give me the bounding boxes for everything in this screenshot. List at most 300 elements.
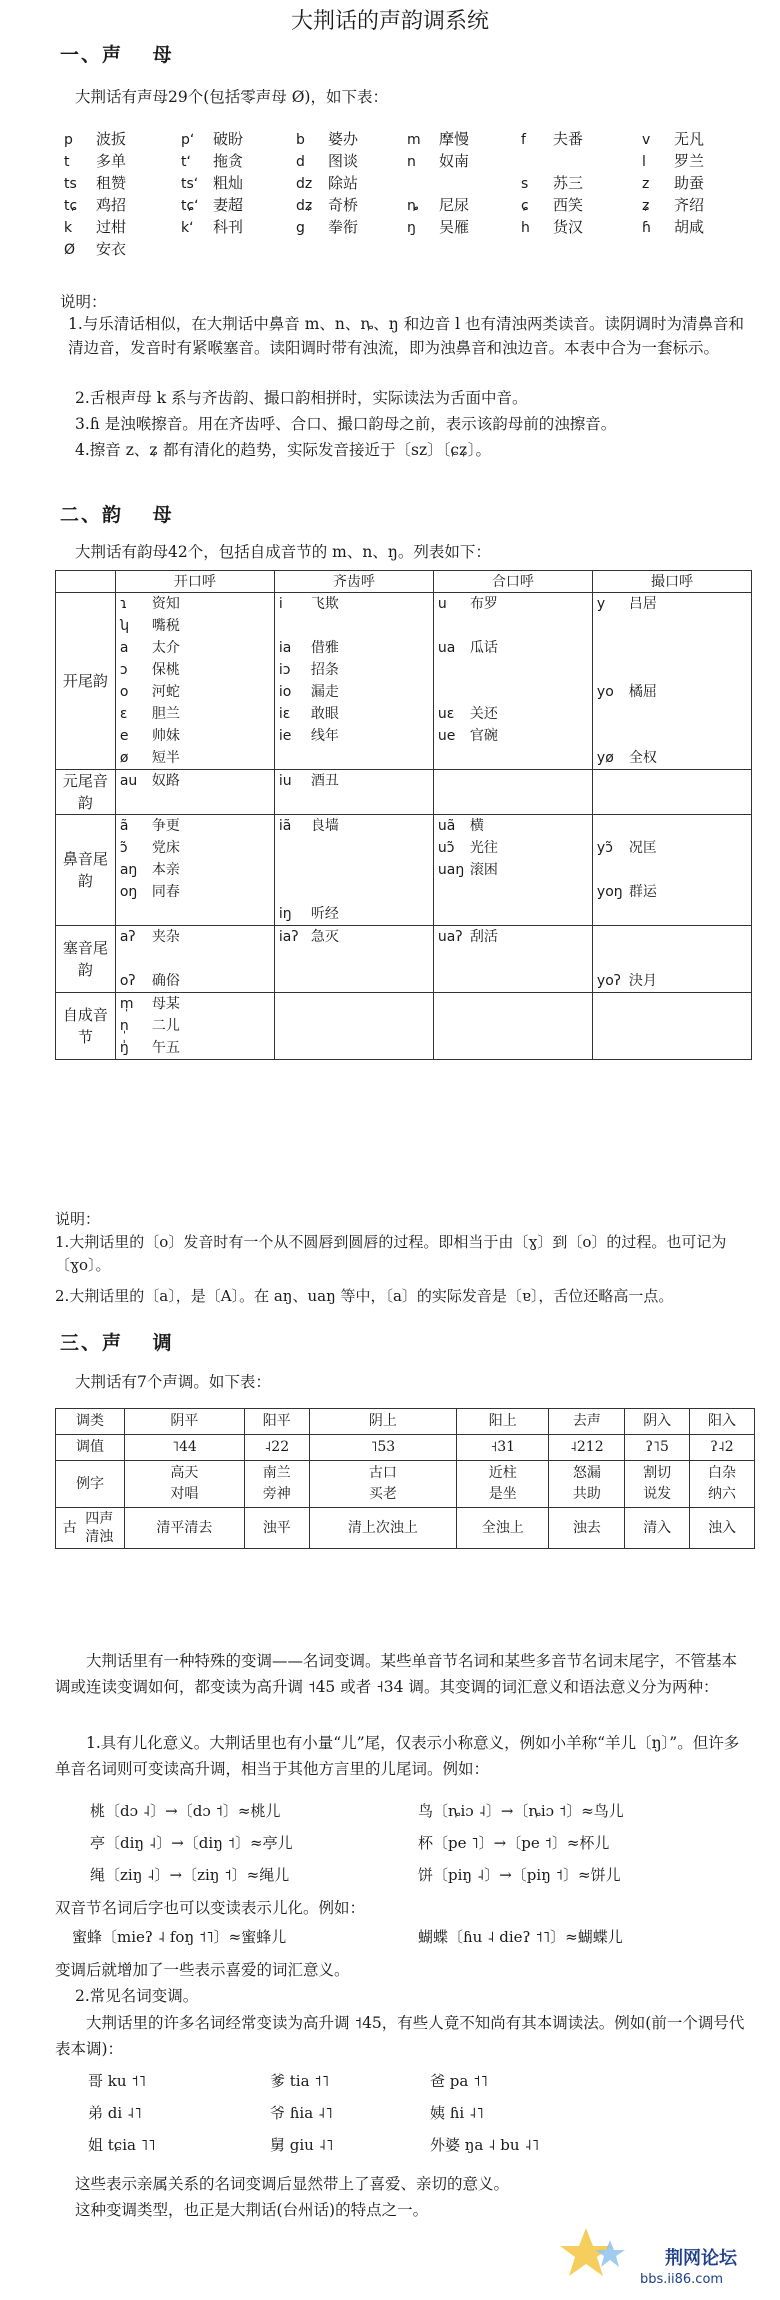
finals-intro: 大荆话有韵母42个，包括自成音节的 m、n、ŋ。列表如下： — [75, 543, 491, 561]
initial-symbol: f — [521, 132, 526, 148]
final-example: 漏走 — [310, 684, 339, 700]
initial-example: 多单 — [96, 152, 127, 170]
finals-group-row — [56, 593, 752, 770]
initial-symbol: tɕʻ — [181, 198, 199, 214]
final-entry — [120, 725, 270, 747]
final-symbol: au — [119, 773, 138, 789]
after-sandhi-text: 变调后就增加了一些表示喜爱的词汇意义。 — [55, 1961, 350, 1979]
final-example: 決月 — [628, 973, 657, 989]
initial-symbol: dʑ — [296, 198, 313, 214]
initial-cell — [642, 238, 780, 256]
final-symbol: ia — [278, 640, 292, 656]
finals-table — [55, 570, 752, 1060]
final-entry — [438, 747, 588, 769]
final-entry — [597, 881, 747, 903]
tone-name-text: 阴上 — [368, 1413, 397, 1429]
finals-cell — [115, 815, 274, 926]
final-entry — [438, 725, 588, 747]
final-symbol: ɿ — [119, 596, 128, 612]
final-example: 光往 — [469, 840, 498, 856]
final-example: 招条 — [310, 662, 339, 678]
tone-name — [690, 1409, 755, 1435]
final-entry — [597, 1015, 747, 1037]
initials-row — [64, 216, 744, 238]
tone-example — [457, 1461, 549, 1508]
final-entry — [279, 970, 429, 992]
tone-example — [125, 1461, 245, 1508]
final-example: 良墙 — [310, 818, 339, 834]
final-entry — [438, 815, 588, 837]
final-example: 全权 — [628, 750, 657, 766]
final-example: 吕居 — [628, 596, 657, 612]
tone-example-text: 高天 — [170, 1465, 199, 1481]
tone-value-text: ˧31 — [490, 1439, 516, 1455]
tone-example-text: 对唱 — [170, 1486, 199, 1502]
tone-ancient — [549, 1508, 625, 1549]
tone-ancient-text: 浊入 — [708, 1519, 737, 1536]
final-entry — [438, 903, 588, 925]
tone-value — [457, 1435, 549, 1461]
final-example: 滚困 — [469, 862, 498, 878]
final-example: 刮活 — [469, 929, 498, 945]
initial-example: 拖贪 — [213, 152, 244, 170]
initial-example: 图谈 — [328, 152, 359, 170]
tone-example-text: 古口 — [368, 1465, 397, 1481]
final-example: 况匡 — [628, 840, 657, 856]
tone-ancient-text: 浊平 — [262, 1519, 291, 1536]
final-example: 党床 — [151, 840, 180, 856]
finals-col-head: 合口呼 — [433, 571, 592, 593]
page-title: 大荆话的声韵调系统 — [290, 9, 489, 34]
tone-ancient — [625, 1508, 690, 1549]
initial-symbol: l — [642, 154, 646, 170]
forum-name: 荆网论坛 — [665, 2248, 737, 2269]
final-entry — [438, 1037, 588, 1059]
tone-example — [549, 1461, 625, 1508]
final-example: 瓜话 — [469, 640, 498, 656]
tone-name-text: 阴入 — [643, 1413, 672, 1429]
initial-symbol: Ø — [64, 242, 76, 258]
final-example: 午五 — [151, 1040, 180, 1056]
two-syllable-intro: 双音节名词后字也可以变读表示儿化。例如： — [55, 1899, 366, 1917]
initial-symbol: v — [642, 132, 651, 148]
forum-url: bbs.ii86.com — [640, 2272, 724, 2287]
tone-value-text: ˥44 — [172, 1439, 197, 1455]
example-right: 杯〔pe ˥〕→〔pe ˦〕≈杯儿 — [418, 1834, 610, 1852]
tone-example-text: 南兰 — [262, 1465, 291, 1481]
kin-example: 哥 ku ˦˥ — [88, 2072, 147, 2090]
initial-example: 粗灿 — [213, 174, 244, 192]
finals-cell — [115, 770, 274, 815]
tone-value — [690, 1435, 755, 1461]
initial-example: 货汉 — [553, 218, 584, 236]
final-symbol: e — [119, 728, 129, 744]
final-symbol: uã — [437, 818, 456, 834]
final-entry — [438, 859, 588, 881]
final-example: 母某 — [151, 996, 180, 1012]
tone-ancient-text: 清平清去 — [156, 1519, 213, 1536]
final-symbol: ɔ̃ — [119, 840, 128, 856]
kin-example: 姐 tɕia ˥˥ — [88, 2136, 156, 2154]
final-example: 争更 — [151, 818, 180, 834]
final-example: 急灭 — [310, 929, 339, 945]
final-symbol: iɔ — [278, 662, 291, 678]
finals-cell — [592, 593, 751, 770]
tones-row-label: 例字 — [56, 1461, 125, 1508]
initial-symbol: kʻ — [181, 220, 194, 236]
finals-group-label: 自成音节 — [56, 993, 116, 1060]
example-left: 桃〔dɔ ˨〕→〔dɔ ˦〕≈桃儿 — [90, 1802, 281, 1820]
kin-example: 姨 ɦi ˨˥ — [430, 2104, 484, 2122]
initial-cell — [642, 172, 780, 193]
tones-intro: 大荆话有7个声调。如下表： — [75, 1373, 271, 1391]
example-left: 绳〔ziŋ ˨〕→〔ziŋ ˦〕≈绳儿 — [90, 1866, 290, 1884]
final-symbol: m̩ — [119, 996, 134, 1012]
final-entry — [120, 593, 270, 615]
finals-cell — [433, 926, 592, 993]
initial-example: 拳衔 — [328, 218, 359, 236]
final-symbol: ø — [119, 750, 129, 766]
final-entry — [597, 703, 747, 725]
tone-example-text: 怒漏 — [572, 1465, 601, 1481]
final-entry — [279, 993, 429, 1015]
final-symbol: y — [596, 596, 606, 612]
initial-symbol: ʑ — [642, 198, 650, 214]
final-entry — [438, 681, 588, 703]
final-entry — [597, 593, 747, 615]
finals-group-label: 鼻音尾韵 — [56, 815, 116, 926]
initial-symbol: dz — [296, 176, 313, 192]
final-entry — [120, 926, 270, 948]
tone-sandhi-para: 大荆话里有一种特殊的变调——名词变调。某些单音节名词和某些多音节名词末尾字，不管基本调或连读变调如何，都变读为高升调 ˦45 或者 ˧34 调。其变调的词汇意义和语法意义分为两种： — [55, 1652, 738, 1696]
ancient-label-a: 古 — [62, 1519, 77, 1536]
initials-note-4: 4.擦音 z、ʑ 都有清化的趋势，实际发音接近于〔sz〕〔ɕʑ〕。 — [75, 441, 491, 459]
final-example: 帅妹 — [151, 728, 180, 744]
tone-name — [549, 1409, 625, 1435]
tone-example-text: 割切 — [643, 1465, 672, 1481]
final-entry — [597, 926, 747, 948]
initial-example: 租赞 — [96, 174, 127, 192]
tone-value-text: ˥53 — [370, 1439, 396, 1455]
final-example: 横 — [469, 818, 484, 834]
initial-symbol: m — [407, 132, 421, 148]
final-entry — [438, 926, 588, 948]
section-heading-finals: 二、韵 母 — [60, 504, 174, 526]
finals-cell — [115, 593, 274, 770]
tone-name — [309, 1409, 456, 1435]
final-symbol: aŋ — [119, 862, 138, 878]
initial-example: 助蚕 — [674, 174, 705, 192]
tone-value-text: ʔ˨2 — [710, 1439, 734, 1455]
final-entry — [120, 681, 270, 703]
final-symbol: ʮ — [119, 618, 130, 634]
final-symbol: u — [437, 596, 447, 612]
finals-note-1: 1.大荆话里的〔o〕发音时有一个从不圆唇到圆唇的过程。即相当于由〔ɣ〕到〔o〕的过程。也可记为〔ɣo〕。 — [55, 1233, 727, 1274]
initials-row — [64, 238, 744, 260]
final-entry — [597, 903, 747, 925]
final-symbol: iu — [278, 773, 292, 789]
final-example: 布罗 — [469, 596, 498, 612]
tone-value — [125, 1435, 245, 1461]
tone-example-text: 是坐 — [488, 1486, 517, 1502]
tone-name-text: 阳平 — [262, 1413, 291, 1429]
final-entry — [279, 1037, 429, 1059]
initial-symbol: ɦ — [642, 220, 651, 236]
tone-name — [457, 1409, 549, 1435]
initial-symbol: n — [407, 154, 416, 170]
tone-example — [690, 1461, 755, 1508]
finals-group-row — [56, 993, 752, 1060]
initial-example: 苏三 — [553, 174, 584, 192]
final-entry — [120, 637, 270, 659]
final-symbol: ua — [437, 640, 456, 656]
initials-row — [64, 150, 744, 172]
final-symbol: iɛ — [278, 706, 291, 722]
finals-cell — [592, 815, 751, 926]
final-entry — [120, 837, 270, 859]
initial-example: 鸡招 — [96, 196, 127, 214]
initial-example: 除站 — [328, 174, 359, 192]
final-entry — [120, 615, 270, 637]
initials-note-label: 说明： — [60, 293, 107, 311]
initial-example: 妻超 — [213, 196, 244, 214]
tones-row-label: 调类 — [56, 1409, 125, 1435]
final-symbol: ŋ̍ — [119, 1040, 129, 1056]
finals-group-label: 元尾音韵 — [56, 770, 116, 815]
final-symbol: uaŋ — [437, 862, 465, 878]
final-entry — [120, 993, 270, 1015]
final-entry — [279, 659, 429, 681]
final-symbol: yoʔ — [596, 973, 621, 989]
initial-example: 破盼 — [213, 130, 244, 148]
final-symbol: ã — [119, 818, 129, 834]
finals-col-head: 齐齿呼 — [274, 571, 433, 593]
final-entry — [120, 881, 270, 903]
final-entry — [120, 859, 270, 881]
final-example: 同春 — [151, 884, 180, 900]
kin-example: 爷 ɦia ˨˥ — [270, 2104, 333, 2122]
final-symbol: ie — [278, 728, 292, 744]
finals-col-head: 开口呼 — [115, 571, 274, 593]
tone-name — [244, 1409, 309, 1435]
final-entry — [597, 725, 747, 747]
finals-cell — [592, 770, 751, 815]
final-entry — [120, 948, 270, 970]
tones-table — [55, 1408, 755, 1549]
final-entry — [279, 747, 429, 769]
final-symbol: oŋ — [119, 884, 138, 900]
finals-cell — [433, 770, 592, 815]
tone-example — [244, 1461, 309, 1508]
final-entry — [438, 703, 588, 725]
tone-value-text: ʔ˥5 — [645, 1439, 669, 1455]
final-entry — [279, 926, 429, 948]
final-example: 敢眼 — [310, 706, 339, 722]
tone-value-text: ˨22 — [264, 1439, 290, 1455]
finals-col-head: 撮口呼 — [592, 571, 751, 593]
section-heading-tones: 三、声 调 — [60, 1332, 174, 1354]
initial-symbol: t — [64, 154, 70, 170]
final-entry — [438, 881, 588, 903]
tone-example-text: 近柱 — [488, 1465, 517, 1481]
final-entry — [438, 993, 588, 1015]
finals-cell — [433, 815, 592, 926]
initial-example: 安衣 — [96, 240, 127, 258]
final-example: 飞欺 — [310, 596, 339, 612]
final-example: 线年 — [310, 728, 339, 744]
final-entry — [438, 948, 588, 970]
tone-example — [625, 1461, 690, 1508]
final-example: 太介 — [151, 640, 180, 656]
final-entry — [120, 815, 270, 837]
initial-example: 齐绍 — [674, 196, 705, 214]
initial-symbol: p — [64, 132, 73, 148]
tone-name-text: 阳入 — [708, 1413, 737, 1429]
finals-group-row — [56, 815, 752, 926]
final-symbol: yø — [596, 750, 614, 766]
section-heading-initials: 一、声 母 — [60, 44, 174, 66]
initial-cell — [642, 150, 780, 171]
initial-symbol: pʻ — [181, 132, 195, 148]
tones-row-label: 调值 — [56, 1435, 125, 1461]
final-entry — [597, 615, 747, 637]
initial-example: 胡咸 — [674, 218, 705, 236]
tone-example-text: 旁神 — [262, 1486, 291, 1502]
initial-example: 过柑 — [96, 218, 127, 236]
final-entry — [438, 615, 588, 637]
initial-example: 无凡 — [674, 130, 705, 148]
initials-row — [64, 172, 744, 194]
final-symbol: ɔ — [119, 662, 128, 678]
final-symbol: aʔ — [119, 929, 136, 945]
final-symbol: a — [119, 640, 129, 656]
final-example: 夹杂 — [151, 929, 180, 945]
final-entry — [279, 770, 429, 792]
initial-example: 西笑 — [553, 196, 584, 214]
closing-line-2: 这种变调类型，也正是大荆话(台州话)的特点之一。 — [75, 2201, 429, 2219]
finals-group-row — [56, 770, 752, 815]
initial-symbol: tɕ — [64, 198, 78, 214]
final-example: 胆兰 — [151, 706, 180, 722]
initial-symbol: d — [296, 154, 305, 170]
initial-cell — [642, 216, 780, 237]
initial-symbol: h — [521, 220, 530, 236]
final-entry — [597, 637, 747, 659]
tone-name-text: 去声 — [572, 1413, 601, 1429]
final-entry — [279, 903, 429, 925]
final-entry — [597, 948, 747, 970]
tone-name — [625, 1409, 690, 1435]
tone-ancient — [125, 1508, 245, 1549]
initial-example: 夫番 — [553, 130, 584, 148]
final-symbol: uaʔ — [437, 929, 463, 945]
final-entry — [438, 970, 588, 992]
example-right: 鸟〔ȵiɔ ˨〕→〔ȵiɔ ˦〕≈鸟儿 — [418, 1802, 624, 1820]
final-entry — [279, 859, 429, 881]
final-symbol: uɔ̃ — [437, 840, 455, 856]
kin-example: 舅 giu ˨˥ — [270, 2136, 334, 2154]
final-entry — [597, 770, 747, 792]
final-symbol: o — [119, 684, 129, 700]
tone-ancient — [309, 1508, 456, 1549]
final-entry — [279, 948, 429, 970]
final-symbol: yoŋ — [596, 884, 623, 900]
final-example: 酒丑 — [310, 773, 339, 789]
finals-cell — [433, 593, 592, 770]
finals-group-row — [56, 926, 752, 993]
tone-name — [125, 1409, 245, 1435]
final-entry — [597, 993, 747, 1015]
final-entry — [279, 703, 429, 725]
initial-symbol: g — [296, 220, 305, 236]
final-example: 官碗 — [469, 728, 498, 744]
final-entry — [120, 659, 270, 681]
final-entry — [120, 747, 270, 769]
example-right: 饼〔piŋ ˨〕→〔piŋ ˦〕≈饼儿 — [418, 1866, 621, 1884]
initial-symbol: ts — [64, 176, 77, 192]
finals-cell — [115, 926, 274, 993]
finals-group-label: 开尾韵 — [56, 593, 116, 770]
finals-corner — [56, 571, 116, 593]
final-entry — [279, 881, 429, 903]
final-symbol: io — [278, 684, 292, 700]
final-entry — [438, 837, 588, 859]
final-symbol: iã — [278, 818, 292, 834]
kin-example: 外婆 ŋa ˨ bu ˨˥ — [430, 2136, 540, 2154]
finals-cell — [274, 593, 433, 770]
final-entry — [279, 681, 429, 703]
tone-value — [549, 1435, 625, 1461]
initial-symbol: b — [296, 132, 305, 148]
initial-example: 尼尿 — [439, 196, 470, 214]
initial-example: 吴雁 — [439, 218, 470, 236]
final-entry — [597, 970, 747, 992]
final-symbol: iŋ — [278, 906, 292, 922]
closing-line-1: 这些表示亲属关系的名词变调后显然带上了喜爱、亲切的意义。 — [75, 2175, 510, 2193]
final-entry — [279, 1015, 429, 1037]
tone-value — [309, 1435, 456, 1461]
kin-example: 弟 di ˨˥ — [88, 2104, 142, 2122]
initials-note-2: 2.舌根声母 k 系与齐齿韵、撮口韵相拼时，实际读法为舌面中音。 — [75, 389, 528, 407]
final-entry — [597, 815, 747, 837]
finals-cell — [274, 815, 433, 926]
final-example: 确俗 — [151, 973, 180, 989]
final-entry — [279, 725, 429, 747]
tone-sandhi-para2: 大荆话里的许多名词经常变读为高升调 ˦45，有些人竟不知尚有其本调读法。例如(前一个调号代表本调)： — [55, 2014, 745, 2058]
initial-cell — [642, 194, 780, 215]
final-example: 保桃 — [151, 662, 180, 678]
example-left: 亭〔diŋ ˨〕→〔diŋ ˦〕≈亭儿 — [90, 1834, 293, 1852]
tone-ancient — [457, 1508, 549, 1549]
final-entry — [597, 837, 747, 859]
final-entry — [438, 1015, 588, 1037]
tone-example-text: 说发 — [643, 1486, 672, 1502]
tone-sandhi-item1: 1.具有儿化意义。大荆话里也有小量“儿”尾，仅表示小称意义，例如小羊称“羊儿〔ŋ〕”。但许多单音名词则可变读高升调，相当于其他方言里的儿尾词。例如： — [55, 1734, 740, 1778]
final-example: 本亲 — [151, 862, 180, 878]
final-entry — [279, 615, 429, 637]
finals-cell — [274, 993, 433, 1060]
tones-row-label — [56, 1508, 125, 1549]
final-entry — [597, 681, 747, 703]
initials-note-3: 3.ɦ 是浊喉擦音。用在齐齿呼、合口、撮口韵母之前，表示该韵母前的浊擦音。 — [75, 415, 617, 433]
final-symbol: ue — [437, 728, 456, 744]
tone-ancient-text: 清入 — [643, 1519, 672, 1536]
final-entry — [279, 837, 429, 859]
initial-example: 罗兰 — [674, 152, 705, 170]
final-entry — [438, 637, 588, 659]
final-example: 嘴税 — [151, 618, 180, 634]
final-symbol: n̩ — [119, 1018, 129, 1034]
